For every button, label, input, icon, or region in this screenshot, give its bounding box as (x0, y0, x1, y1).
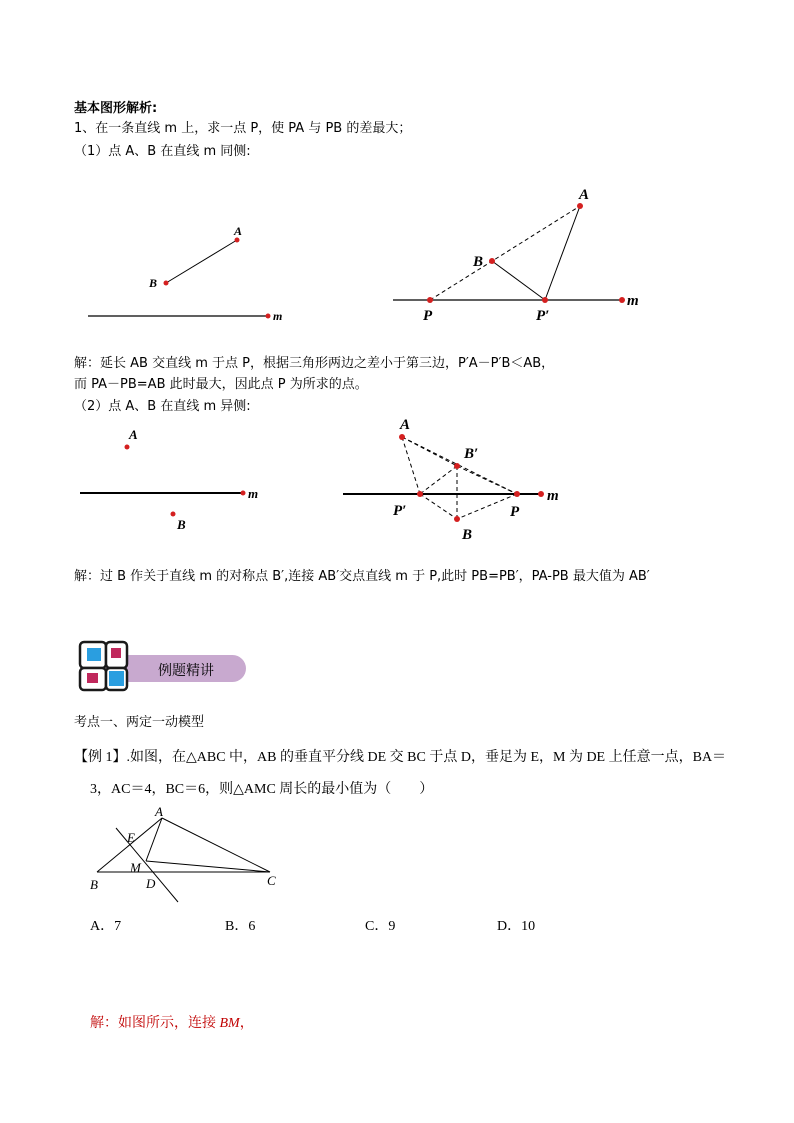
option-d[interactable]: D．10 (497, 919, 536, 934)
label-d: D (146, 876, 156, 891)
label-e: E (127, 830, 135, 845)
label-p: P (510, 504, 520, 520)
label-b: B (149, 276, 158, 290)
option-b[interactable]: B．6 (225, 919, 256, 934)
section-title: 基本图形解析: (74, 101, 158, 116)
label-b: B (177, 517, 186, 532)
option-c[interactable]: C．9 (365, 919, 396, 934)
solution1-line2: 而 PA－PB=AB 此时最大，因此点 P 为所求的点。 (74, 377, 368, 392)
solution1-line1: 解：延长 AB 交直线 m 于点 P，根据三角形两边之差小于第三边，P′A－P′B＜AB， (74, 356, 555, 371)
solution2: 解：过 B 作关于直线 m 的对称点 B′,连接 AB′交点直线 m 于 P,此时 PB=PB′，PA-PB 最大值为 AB′ (74, 569, 650, 584)
label-b: B (462, 527, 473, 543)
label-p-prime: P′ (536, 308, 550, 324)
label-a: A (155, 804, 163, 819)
label-a: A (234, 224, 243, 238)
label-c: C (267, 873, 276, 888)
label-b-prime: B′ (464, 446, 479, 462)
label-b: B (90, 877, 98, 892)
answer-italic: BM (219, 1016, 240, 1031)
label-a: A (579, 187, 590, 203)
label-m: m (627, 293, 639, 309)
label-m: M (130, 860, 141, 875)
label-m: m (273, 309, 283, 323)
case1-title: （1）点 A、B 在直线 m 同侧: (74, 144, 251, 159)
kaodian-heading: 考点一、两定一动模型 (74, 715, 205, 730)
example1-line2: 3，AC＝4，BC＝6，则△AMC 周长的最小值为（ ） (90, 782, 434, 797)
answer-suffix: ， (239, 1016, 254, 1031)
label-p: P (423, 308, 433, 324)
label-m: m (248, 486, 259, 501)
label-m: m (547, 488, 559, 504)
label-a: A (129, 427, 138, 442)
banner-label: 例题精讲 (158, 663, 214, 679)
label-p-prime: P′ (393, 503, 407, 519)
problem-statement: 1、在一条直线 m 上，求一点 P，使 PA 与 PB 的差最大； (74, 121, 412, 136)
example1-line1: 【例 1】.如图，在△ABC 中，AB 的垂直平分线 DE 交 BC 于点 D，垂足为 E，M 为 DE 上任意一点，BA＝ (74, 750, 727, 765)
label-b: B (473, 254, 484, 270)
answer-line (90, 1012, 254, 1032)
label-a: A (400, 417, 411, 433)
case2-title: （2）点 A、B 在直线 m 异侧: (74, 399, 251, 414)
answer-prefix: 解：如图所示，连接 (90, 1016, 220, 1031)
option-a[interactable]: A．7 (90, 919, 122, 934)
